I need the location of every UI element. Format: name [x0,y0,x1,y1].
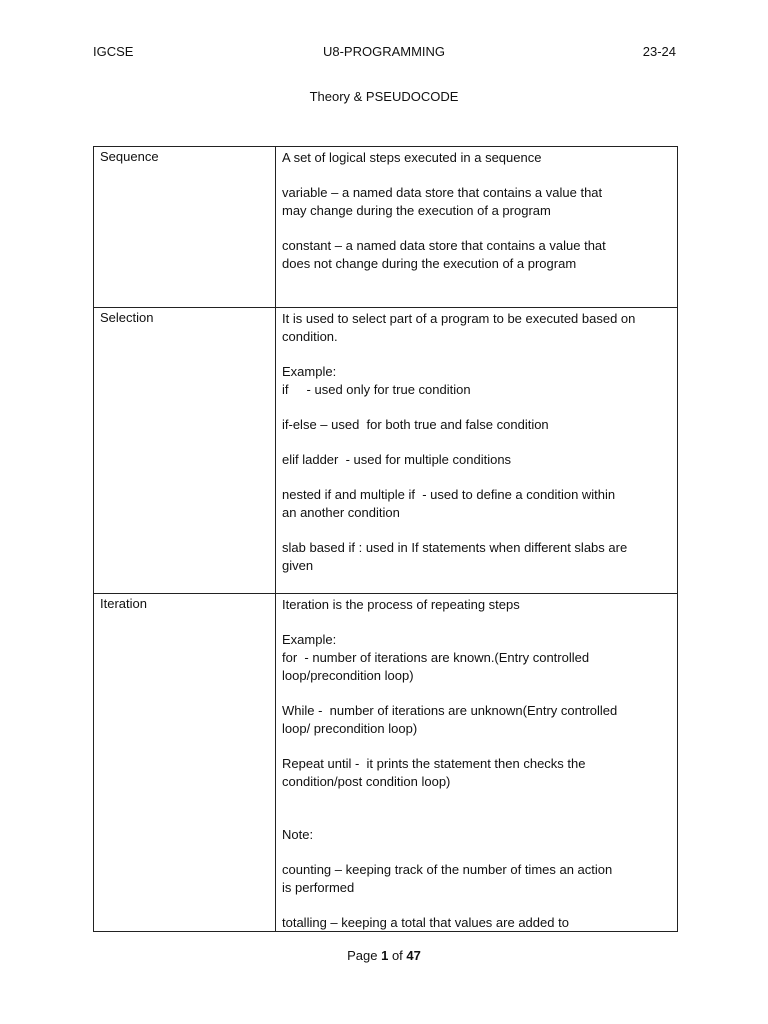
content-line: It is used to select part of a program to be executed based on [282,311,636,326]
content-line: if - used only for true condition [282,382,471,397]
content-line: elif ladder - used for multiple conditions [282,452,512,467]
row-label-sequence: Sequence [100,149,159,164]
page-footer [0,948,768,963]
page-title: Theory & PSEUDOCODE [309,89,459,104]
header-year: 23-24 [642,44,676,59]
content-line: an another condition [282,505,400,520]
content-line: Example: [282,632,337,647]
row-label-iteration: Iteration [100,596,147,611]
content-line: totalling – keeping a total that values are added to [282,915,569,930]
content-line: counting – keeping track of the number of times an action [282,862,613,877]
content-line: Repeat until - it prints the statement then checks the [282,756,586,771]
content-line: for - number of iterations are known.(Entry controlled [282,650,590,665]
content-line: loop/ precondition loop) [282,721,418,736]
footer-prefix: Page [347,948,382,963]
content-line: condition/post condition loop) [282,774,451,789]
theory-table [93,146,678,932]
header-unit: U8-PROGRAMMING [322,44,446,59]
content-line: condition. [282,329,338,344]
row-content-selection [282,310,672,575]
table-row-iteration [94,594,677,933]
content-line: While - number of iterations are unknown(Entry controlled [282,703,618,718]
table-row-sequence [94,147,677,308]
content-line: loop/precondition loop) [282,668,414,683]
content-line: does not change during the execution of a program [282,256,577,271]
row-content-iteration [282,596,672,932]
content-line: given [282,558,314,573]
content-line: A set of logical steps executed in a sequence [282,150,542,165]
content-line: constant – a named data store that contains a value that [282,238,606,253]
footer-middle: of [388,948,407,963]
content-line: nested if and multiple if - used to define a condition within [282,487,616,502]
table-row-selection [94,308,677,594]
content-line: may change during the execution of a program [282,203,551,218]
footer-total-pages: 47 [406,948,421,963]
footer-current-page: 1 [381,948,389,963]
row-content-sequence [282,149,672,273]
content-line: is performed [282,880,355,895]
content-line: slab based if : used in If statements when different slabs are [282,540,628,555]
content-line: Example: [282,364,337,379]
content-line: Note: [282,827,314,842]
header-course: IGCSE [93,44,134,59]
content-line: Iteration is the process of repeating steps [282,597,520,612]
row-label-selection: Selection [100,310,154,325]
content-line: variable – a named data store that contains a value that [282,185,603,200]
content-line: if-else – used for both true and false condition [282,417,549,432]
